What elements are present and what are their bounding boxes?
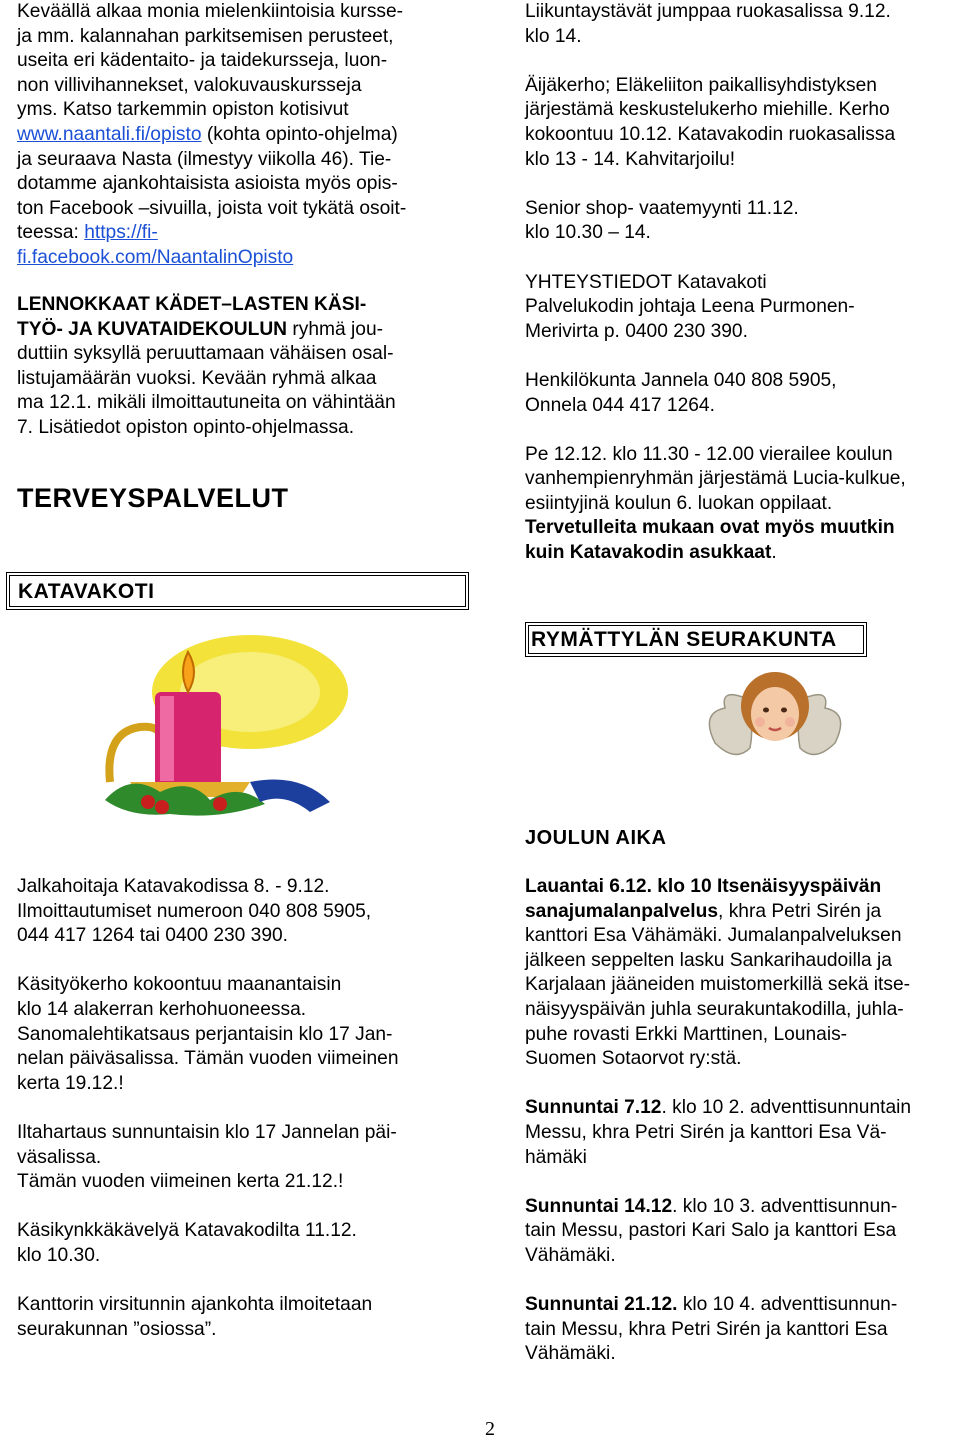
candle-highlight	[160, 696, 174, 781]
text-line: Messu, khra Petri Sirén ja kanttori Esa Vä-	[525, 1121, 887, 1143]
text-line: Onnela 044 417 1264.	[525, 394, 715, 416]
text-line: Tämän vuoden viimeinen kerta 21.12.!	[17, 1171, 344, 1193]
text-line: kokoontuu 10.12. Katavakodin ruokasalissa	[525, 123, 896, 145]
text-line	[17, 221, 406, 246]
candle-holder-handle	[109, 727, 162, 782]
text-span: sanajumalanpalvelus	[525, 900, 719, 922]
text-line: jälkeen seppelten lasku Sankarihaudoilla ja	[525, 949, 892, 971]
text-line: Senior shop- vaatemyynti 11.12.	[525, 197, 799, 219]
text-line	[17, 123, 406, 148]
text-line: klo 10.30 – 14.	[525, 222, 651, 244]
text-line: LENNOKKAAT KÄDET–LASTEN KÄSI-	[17, 294, 367, 315]
text-line: tain Messu, khra Petri Sirén ja kanttori Esa	[525, 1318, 888, 1340]
text-line: ja mm. kalannahan parkitsemisen perusteet,	[17, 25, 394, 47]
text-line: nelan päiväsalissa. Tämän vuoden viimeinen	[17, 1048, 399, 1070]
text-span: Sunnuntai 14.12	[525, 1195, 673, 1217]
text-line	[525, 541, 906, 566]
text-line: Käsikynkkäkävelyä Katavakodilta 11.12.	[17, 1220, 357, 1242]
text-line: Suomen Sotaorvot ry:stä.	[525, 1048, 742, 1070]
holly-berry	[213, 797, 227, 811]
text-line: Vähämäki.	[525, 1343, 616, 1365]
text-span: TYÖ- JA KUVATAIDEKOULUN	[17, 318, 288, 340]
text-line: kerta 19.12.!	[17, 1072, 124, 1094]
text-line: tain Messu, pastori Kari Salo ja kanttori Esa	[525, 1220, 897, 1242]
text-line: Iltahartaus sunnuntaisin klo 17 Jannelan päi-	[17, 1121, 397, 1143]
text-span: ryhmä jou-	[287, 318, 384, 340]
joulun-aika-heading: JOULUN AIKA	[525, 827, 667, 849]
text-line: ton Facebook –sivuilla, joista voit tykätä osoit-	[17, 197, 407, 219]
text-line: ma 12.1. mikäli ilmoittautuneita on vähintään	[17, 392, 396, 414]
angel-cheek	[785, 717, 795, 727]
opisto-intro	[17, 0, 406, 271]
katavakoti-events	[525, 0, 906, 566]
text-line: Kanttorin virsitunnin ajankohta ilmoitetaan	[17, 1294, 373, 1316]
text-line	[525, 900, 911, 925]
text-line: Jalkahoitaja Katavakodissa 8. - 9.12.	[17, 876, 330, 897]
angel-cheek	[755, 717, 765, 727]
text-line: useita eri kädentaito- ja taidekursseja, luon-	[17, 50, 388, 72]
seurakunta-events	[525, 875, 911, 1367]
text-line: Vähämäki.	[525, 1244, 616, 1266]
text-line: Äijäkerho; Eläkeliiton paikallisyhdistyksen	[525, 74, 877, 96]
text-line: klo 13 - 14. Kahvitarjoilu!	[525, 148, 736, 170]
text-line: Tervetulleita mukaan ovat myös muutkin	[525, 517, 895, 539]
text-line	[17, 246, 406, 271]
text-line: seurakunnan ”osiossa”.	[17, 1318, 217, 1340]
angel-face	[751, 687, 799, 741]
text-line	[525, 1195, 911, 1220]
lennokkaat-section	[17, 293, 396, 441]
text-span: teessa:	[17, 222, 85, 244]
christmas-candle-illustration	[100, 632, 368, 820]
text-span: Sunnuntai 7.12	[525, 1097, 662, 1119]
text-line: Palvelukodin johtaja Leena Purmonen-	[525, 296, 855, 318]
facebook-link-cont[interactable]: fi.facebook.com/NaantalinOpisto	[17, 246, 294, 268]
angel-eye	[763, 708, 769, 713]
text-line: klo 14 alakerran kerhohuoneessa.	[17, 998, 307, 1020]
text-line: Henkilökunta Jannela 040 808 5905,	[525, 369, 837, 391]
text-line: yms. Katso tarkemmin opiston kotisivut	[17, 99, 349, 121]
text-line: järjestämä keskustelukerho miehille. Kerho	[525, 99, 890, 121]
text-line: Sanomalehtikatsaus perjantaisin klo 17 Jan-	[17, 1023, 393, 1045]
text-line: 7. Lisätiedot opiston opinto-ohjelmassa.	[17, 416, 355, 438]
text-line: Käsityökerho kokoontuu maanantaisin	[17, 974, 342, 996]
text-line: ja seuraava Nasta (ilmestyy viikolla 46). Tie-	[17, 148, 392, 170]
angel-eye	[781, 708, 787, 713]
opisto-link[interactable]: www.naantali.fi/opisto	[17, 123, 202, 145]
page-number: 2	[485, 1418, 495, 1440]
text-line: 044 417 1264 tai 0400 230 390.	[17, 925, 289, 947]
text-line: YHTEYSTIEDOT Katavakoti	[525, 271, 767, 293]
holly-berry	[155, 800, 169, 814]
text-span: . klo 10 3. adventtisunnun-	[672, 1195, 898, 1217]
terveyspalvelut-heading: TERVEYSPALVELUT	[17, 483, 289, 513]
lower-section	[17, 875, 399, 1342]
text-line: Pe 12.12. klo 11.30 - 12.00 vierailee koulun	[525, 443, 893, 465]
seurakunta-heading: RYMÄTTYLÄN SEURAKUNTA	[531, 628, 837, 651]
text-span: . klo 10 2. adventtisunnuntain	[661, 1097, 912, 1119]
text-line: duttiin syksyllä peruuttamaan vähäisen osal-	[17, 343, 394, 365]
text-line: näisyyspäivän juhla seurakuntakodilla, juhla-	[525, 998, 904, 1020]
text-line: Keväällä alkaa monia mielenkiintoisia kursse-	[17, 1, 404, 22]
facebook-link[interactable]: https://fi-	[84, 222, 158, 244]
text-span: , khra Petri Sirén ja	[718, 900, 882, 922]
text-line: Lauantai 6.12. klo 10 Itsenäisyyspäivän	[525, 876, 882, 897]
katavakoti-heading-box	[6, 572, 469, 610]
angel-illustration	[700, 668, 850, 780]
katavakoti-heading: KATAVAKOTI	[18, 580, 155, 603]
text-line: non villivihannekset, valokuvauskursseja	[17, 74, 362, 96]
text-line: Ilmoittautumiset numeroon 040 808 5905,	[17, 900, 372, 922]
text-line: listujamäärän vuoksi. Kevään ryhmä alkaa	[17, 367, 377, 389]
text-line: esiintyjinä koulun 6. luokan oppilaat.	[525, 492, 833, 514]
text-line: väsalissa.	[17, 1146, 102, 1168]
text-span: .	[771, 542, 777, 564]
text-span: (kohta opinto-ohjelma)	[201, 123, 398, 145]
text-line: dotamme ajankohtaisista asioista myös opis-	[17, 173, 398, 195]
text-line: klo 14.	[525, 25, 582, 47]
text-line: puhe rovasti Erkki Marttinen, Lounais-	[525, 1023, 848, 1045]
text-span: Sunnuntai 21.12.	[525, 1294, 678, 1316]
text-line	[525, 1096, 911, 1121]
text-line	[17, 318, 396, 343]
text-span: klo 10 4. adventtisunnun-	[677, 1294, 898, 1316]
text-line: hämäki	[525, 1146, 587, 1168]
holly-berry	[141, 795, 155, 809]
text-line	[525, 1293, 911, 1318]
text-line: Karjalaan jääneiden muistomerkillä sekä itse-	[525, 974, 911, 996]
text-line: Liikuntaystävät jumppaa ruokasalissa 9.12.	[525, 1, 891, 22]
text-line: Merivirta p. 0400 230 390.	[525, 320, 748, 342]
text-line: kanttori Esa Vähämäki. Jumalanpalveluksen	[525, 925, 902, 947]
text-line: klo 10.30.	[17, 1244, 101, 1266]
seurakunta-heading-box	[525, 622, 867, 657]
blue-ribbon	[250, 780, 330, 813]
text-span: kuin Katavakodin asukkaat	[525, 542, 772, 564]
text-line: vanhempienryhmän järjestämä Lucia-kulkue,	[525, 468, 906, 490]
